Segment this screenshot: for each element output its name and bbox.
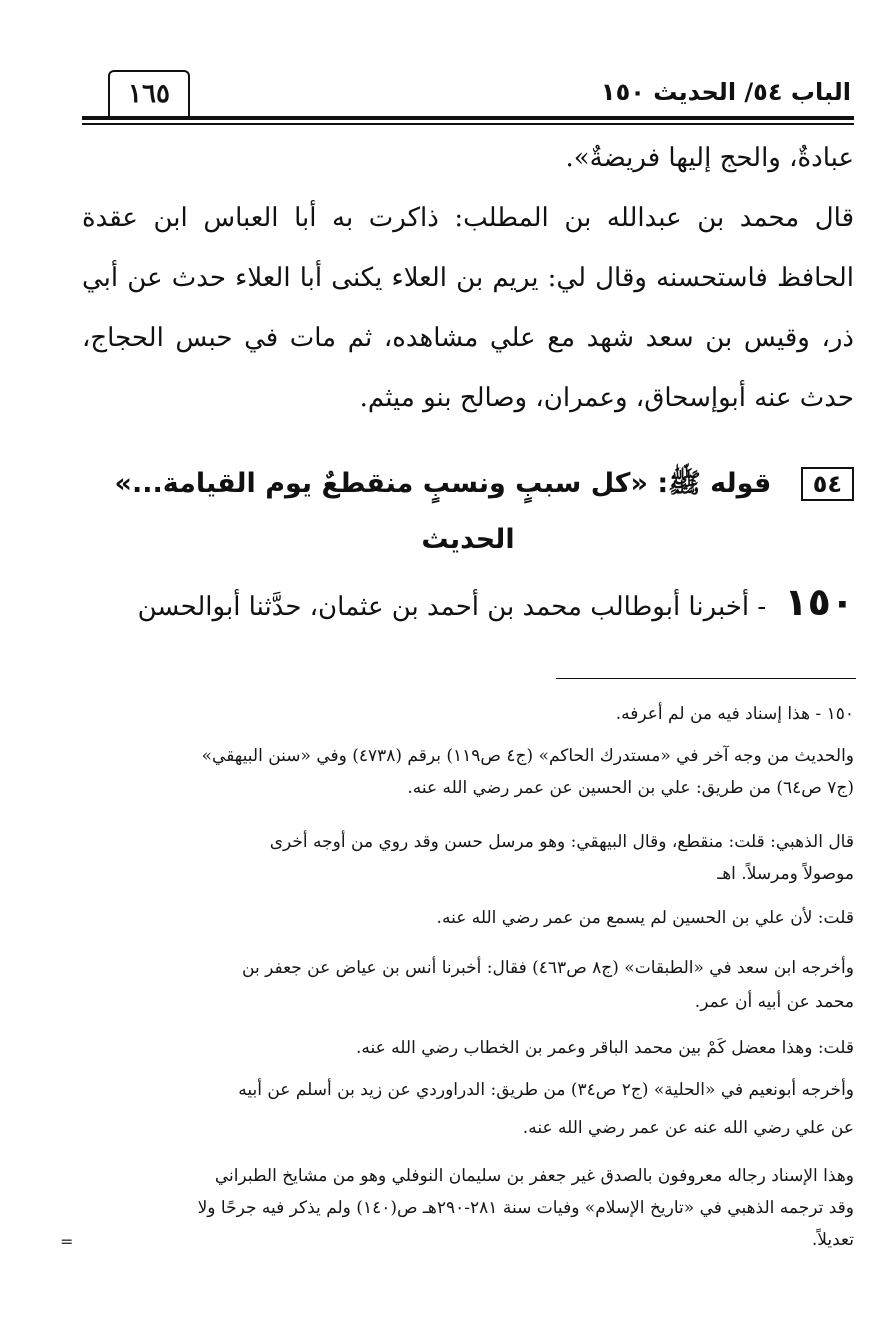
margin-mark: = xyxy=(60,1232,74,1251)
footnote-line: وهذا الإسناد رجاله معروفون بالصدق غير جعفر بن سليمان النوفلي وهو من مشايخ الطبراني xyxy=(214,1166,854,1186)
text-line: حدث عنه أبوإسحاق، وعمران، وصالح بنو ميثم. xyxy=(359,383,854,413)
footnote-line: (ج٧ ص٦٤) من طريق: علي بن الحسين عن عمر رضي الله عنه. xyxy=(407,778,854,798)
section-title-continued: الحديث xyxy=(421,524,515,555)
footnote-line: قال الذهبي: قلت: منقطع، وقال البيهقي: وهو مرسل حسن وقد روي من أوجه أخرى xyxy=(269,832,854,852)
section-number: ٥٤ xyxy=(801,467,854,501)
footnote-line: محمد عن أبيه أن عمر. xyxy=(694,992,854,1012)
section-heading xyxy=(82,466,854,506)
text-line: عبادةٌ، والحج إليها فريضةٌ». xyxy=(565,143,854,173)
footnote-line: قلت: وهذا معضل كَمْ بين محمد الباقر وعمر بن الخطاب رضي الله عنه. xyxy=(355,1038,854,1058)
footnote-line: وأخرجه أبونعيم في «الحلية» (ج٢ ص٣٤) من طريق: الدراوردي عن زيد بن أسلم عن أبيه xyxy=(238,1080,854,1100)
page-number: ١٦٥ xyxy=(108,70,190,118)
text-line: قال محمد بن عبدالله بن المطلب: ذاكرت به أبا العباس ابن عقدة xyxy=(82,203,854,233)
hadith-opening xyxy=(82,580,854,624)
header-rule xyxy=(82,116,854,120)
footnote-line: موصولاً ومرسلاً. اهـ xyxy=(717,864,854,884)
footnote-line: وقد ترجمه الذهبي في «تاريخ الإسلام» وفيات سنة ٢٨١-٢٩٠هـ ص(١٤٠) ولم يذكر فيه جرحًا ولا xyxy=(197,1198,854,1218)
main-text xyxy=(82,138,854,413)
section-title: قوله ﷺ: «كل سببٍ ونسبٍ منقطعٌ يوم القيامة...» xyxy=(114,468,772,499)
hadith-number: ١٥٠ xyxy=(784,580,854,624)
running-title: الباب ٥٤/ الحديث ١٥٠ xyxy=(600,78,851,106)
footnote-line: والحديث من وجه آخر في «مستدرك الحاكم» (ج٤ ص١١٩) برقم (٤٧٣٨) وفي «سنن البيهقي» xyxy=(201,746,854,766)
text-line: ذر، وقيس بن سعد شهد مع علي مشاهده، ثم مات في حبس الحجاج، xyxy=(82,323,854,353)
footnote-line: وأخرجه ابن سعد في «الطبقات» (ج٨ ص٤٦٣) فقال: أخبرنا أنس بن عياض عن جعفر بن xyxy=(242,958,854,978)
footnote-separator xyxy=(556,678,856,679)
footnote-line: تعديلاً. xyxy=(811,1230,854,1250)
footnote-line: عن علي رضي الله عنه عن عمر رضي الله عنه. xyxy=(522,1118,854,1138)
hadith-text: - أخبرنا أبوطالب محمد بن أحمد بن عثمان، حدَّثنا أبوالحسن xyxy=(137,592,767,622)
footnotes xyxy=(82,700,854,1260)
header-rule-thin xyxy=(82,123,854,125)
text-line: الحافظ فاستحسنه وقال لي: يريم بن العلاء يكنى أبا العلاء حدث عن أبي xyxy=(82,263,854,293)
footnote-line: ١٥٠ - هذا إسناد فيه من لم أعرفه. xyxy=(615,704,854,724)
footnote-line: قلت: لأن علي بن الحسين لم يسمع من عمر رضي الله عنه. xyxy=(436,908,854,928)
